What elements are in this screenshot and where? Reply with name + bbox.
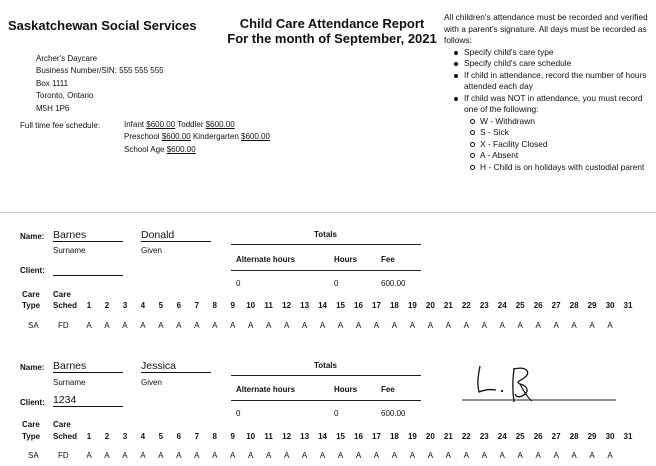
alt-hours-label: Alternate hours [236, 385, 296, 394]
attendance-mark: A [427, 321, 434, 330]
day-number: 21 [443, 432, 453, 441]
client-label: Client: [20, 266, 45, 275]
day-number: 6 [176, 301, 182, 310]
day-number: 20 [425, 432, 435, 441]
attendance-mark: A [535, 321, 541, 330]
day-number: 14 [318, 432, 328, 441]
surname-value: Barnes [53, 360, 123, 373]
day-number: 16 [354, 301, 363, 310]
name-label: Name: [20, 363, 45, 372]
provider-box: Box 1111 [36, 78, 69, 88]
day-number: 24 [497, 432, 507, 441]
day-number: 16 [354, 432, 363, 441]
day-number: 1 [86, 432, 92, 441]
totals-divider [231, 400, 421, 401]
attendance-mark: A [481, 451, 487, 460]
infant-label: Infant [124, 120, 145, 129]
day-number: 5 [158, 432, 164, 441]
attendance-mark: A [463, 321, 469, 330]
attendance-mark: A [337, 451, 344, 460]
day-number: 31 [623, 301, 633, 310]
instructions [444, 12, 650, 173]
attendance-mark: A [535, 451, 541, 460]
client-label: Client: [20, 398, 45, 407]
instructions-intro: All children's attendance must be recorded and verified with a parent's signature. All days must be recorded as follows: [444, 12, 648, 45]
kindergarten-fee: $600.00 [241, 132, 270, 142]
attendance-mark: A [265, 321, 272, 330]
day-number: 21 [443, 301, 453, 310]
attendance-mark: A [158, 321, 164, 330]
attendance-mark: A [265, 451, 272, 460]
instruction-item [464, 93, 650, 174]
attendance-mark: A [589, 451, 595, 460]
attendance-mark: A [140, 451, 146, 460]
given-label: Given [141, 378, 162, 387]
preschool-label: Preschool [124, 132, 160, 142]
attendance-mark: A [337, 321, 344, 330]
attendance-mark: A [301, 321, 308, 330]
section-divider [0, 212, 656, 213]
day-number: 18 [389, 301, 399, 310]
report-title-line1: Child Care Attendance Report [239, 16, 425, 31]
care-label: Care [53, 420, 71, 429]
totals-label: Totals [314, 230, 337, 239]
hours-value: 0 [334, 279, 339, 288]
day-number: 7 [194, 301, 200, 310]
code-item: S - Sick [480, 127, 650, 139]
provider-address [36, 53, 164, 115]
care-label: Care [53, 290, 71, 299]
provider-business-number: Business Number/SIN: 555 555 555 [36, 66, 164, 76]
day-number: 15 [336, 432, 345, 441]
attendance-mark: A [553, 451, 559, 460]
day-number: 30 [605, 432, 615, 441]
day-number: 22 [461, 301, 471, 310]
day-numbers [0, 301, 656, 312]
fee-row-1 [124, 119, 270, 131]
attendance-mark: A [607, 321, 613, 330]
toddler-label: Toddler [177, 120, 204, 129]
attendance-mark: A [391, 451, 398, 460]
attendance-mark: A [158, 451, 164, 460]
fee-schedule [124, 119, 270, 156]
attendance-mark: A [391, 321, 398, 330]
fee-schedule-label: Full time fee schedule: [20, 121, 101, 130]
attendance-mark: A [427, 451, 434, 460]
day-number: 24 [497, 301, 507, 310]
day-number: 12 [282, 301, 292, 310]
totals-divider [231, 375, 421, 376]
attendance-mark: A [140, 321, 146, 330]
day-number: 10 [246, 301, 256, 310]
day-number: 29 [587, 301, 597, 310]
day-number: 28 [569, 301, 579, 310]
schoolage-label: School Age [124, 144, 165, 154]
code-item: H - Child is on holidays with custodial parent [480, 162, 650, 174]
instruction-item: Specify child's care schedule [464, 58, 650, 70]
day-number: 14 [318, 301, 328, 310]
day-number: 30 [605, 301, 615, 310]
attendance-mark: A [355, 321, 362, 330]
day-number: 2 [104, 301, 110, 310]
attendance-mark: A [355, 451, 362, 460]
day-number: 28 [569, 432, 579, 441]
attendance-codes [464, 116, 650, 174]
care-label: Care [22, 290, 40, 299]
report-title [222, 16, 442, 46]
attendance-mark: A [499, 321, 505, 330]
hours-label: Hours [334, 255, 358, 264]
infant-fee: $600.00 [146, 120, 176, 129]
attendance-mark: A [445, 321, 451, 330]
alt-hours-value: 0 [236, 279, 241, 288]
hours-label: Hours [334, 385, 358, 394]
provider-name: Archer's Daycare [36, 54, 98, 63]
fee-label: Fee [381, 255, 395, 264]
day-number: 17 [372, 432, 381, 441]
day-number: 3 [122, 301, 128, 310]
day-number: 19 [407, 301, 417, 310]
attendance-mark: A [319, 451, 326, 460]
attendance-mark: A [409, 451, 416, 460]
sched-label: Sched [53, 432, 78, 441]
preschool-fee: $600.00 [161, 132, 191, 142]
totals-divider [231, 244, 421, 245]
surname-label: Surname [53, 246, 86, 255]
alt-hours-value: 0 [236, 409, 241, 418]
given-value: Jessica [141, 360, 211, 373]
day-number: 13 [300, 301, 310, 310]
day-number: 19 [407, 432, 417, 441]
care-type-value: SA [28, 321, 39, 330]
day-number: 27 [551, 432, 561, 441]
day-number: 6 [176, 432, 182, 441]
day-number: 9 [230, 301, 235, 310]
attendance-mark: A [607, 451, 613, 460]
attendance-mark: A [230, 451, 236, 460]
attendance-mark: A [571, 321, 577, 330]
day-number: 1 [86, 301, 92, 310]
day-number: 4 [140, 301, 146, 310]
day-number: 12 [282, 432, 292, 441]
attendance-mark: A [283, 321, 290, 330]
attendance-mark: A [571, 451, 577, 460]
day-number: 18 [389, 432, 399, 441]
fee-value: 600.00 [381, 409, 406, 418]
attendance-mark: A [176, 321, 182, 330]
attendance-mark: A [517, 321, 523, 330]
attendance-mark: A [104, 321, 110, 330]
given-value: Donald [141, 229, 211, 242]
surname-label: Surname [53, 378, 86, 387]
schoolage-fee: $600.00 [166, 144, 196, 154]
day-number: 20 [425, 301, 435, 310]
day-number: 26 [533, 432, 543, 441]
provider-postal: M5H 1P6 [36, 103, 70, 113]
day-number: 10 [246, 432, 256, 441]
attendance-mark: A [373, 321, 380, 330]
day-number: 26 [533, 301, 543, 310]
day-number: 11 [264, 301, 273, 310]
attendance-mark: A [301, 451, 308, 460]
totals-divider [231, 270, 421, 271]
attendance-mark: A [373, 451, 380, 460]
sched-label: Sched [53, 301, 78, 310]
code-item: W - Withdrawn [480, 116, 650, 128]
day-number: 22 [461, 432, 471, 441]
day-number: 4 [140, 432, 146, 441]
type-label: Type [22, 301, 41, 310]
attendance-mark: A [212, 321, 218, 330]
care-type-value: SA [28, 451, 39, 460]
attendance-mark: A [176, 451, 182, 460]
totals-label: Totals [314, 361, 337, 370]
day-number: 29 [587, 432, 597, 441]
attendance-mark: A [589, 321, 595, 330]
attendance-mark: A [122, 451, 128, 460]
attendance-mark: A [553, 321, 559, 330]
instruction-item-text: If child was NOT in attendance, you must record one of the following: [464, 92, 643, 114]
fee-row-3 [124, 144, 270, 156]
day-number: 5 [158, 301, 164, 310]
attendance-mark: A [517, 451, 523, 460]
code-item: A - Absent [480, 150, 650, 162]
hours-value: 0 [334, 409, 339, 418]
attendance-mark: A [463, 451, 469, 460]
kindergarten-label: Kindergarten [192, 132, 239, 142]
fee-row-2 [124, 131, 270, 143]
attendance-mark: A [194, 321, 200, 330]
fee-value: 600.00 [381, 279, 406, 288]
parent-signature [460, 362, 620, 406]
day-number: 2 [104, 432, 110, 441]
instructions-bullets [444, 47, 650, 174]
attendance-marks [0, 451, 656, 462]
day-number: 25 [515, 432, 525, 441]
attendance-mark: A [248, 451, 254, 460]
report-title-line2: For the month of September, 2021 [227, 31, 437, 46]
agency-name: Saskatchewan Social Services [8, 18, 197, 33]
attendance-mark: A [248, 321, 254, 330]
schedule-value: FD [58, 451, 69, 460]
attendance-mark: A [122, 321, 128, 330]
attendance-mark: A [499, 451, 505, 460]
attendance-mark: A [481, 321, 487, 330]
type-label: Type [22, 432, 41, 441]
day-number: 11 [264, 432, 273, 441]
name-label: Name: [20, 232, 45, 241]
day-number: 8 [212, 301, 217, 310]
given-label: Given [141, 246, 162, 255]
client-value: 1234 [53, 394, 123, 407]
day-number: 31 [623, 432, 633, 441]
day-number: 27 [551, 301, 561, 310]
attendance-marks [0, 321, 656, 332]
provider-city: Toronto, Ontario [36, 91, 94, 101]
attendance-mark: A [86, 451, 92, 460]
day-number: 25 [515, 301, 525, 310]
attendance-mark: A [283, 451, 290, 460]
day-numbers [0, 432, 656, 443]
attendance-mark: A [319, 321, 326, 330]
day-number: 8 [212, 432, 217, 441]
code-item: X - Facility Closed [480, 139, 650, 151]
attendance-mark: A [212, 451, 218, 460]
client-value [53, 262, 123, 276]
attendance-mark: A [194, 451, 200, 460]
day-number: 17 [372, 301, 381, 310]
day-number: 3 [122, 432, 128, 441]
day-number: 15 [336, 301, 345, 310]
toddler-fee: $600.00 [205, 120, 235, 129]
schedule-value: FD [58, 321, 69, 330]
attendance-mark: A [409, 321, 416, 330]
attendance-mark: A [86, 321, 92, 330]
instruction-item: Specify child's care type [464, 47, 650, 59]
day-number: 23 [479, 301, 489, 310]
fee-label: Fee [381, 385, 395, 394]
instruction-item: If child in attendance, record the number of hours attended each day [464, 70, 650, 93]
day-number: 9 [230, 432, 235, 441]
day-number: 13 [300, 432, 310, 441]
surname-value: Barnes [53, 229, 123, 242]
care-label: Care [22, 420, 40, 429]
attendance-mark: A [104, 451, 110, 460]
day-number: 23 [479, 432, 489, 441]
day-number: 7 [194, 432, 200, 441]
attendance-mark: A [445, 451, 451, 460]
attendance-mark: A [230, 321, 236, 330]
alt-hours-label: Alternate hours [236, 255, 296, 264]
